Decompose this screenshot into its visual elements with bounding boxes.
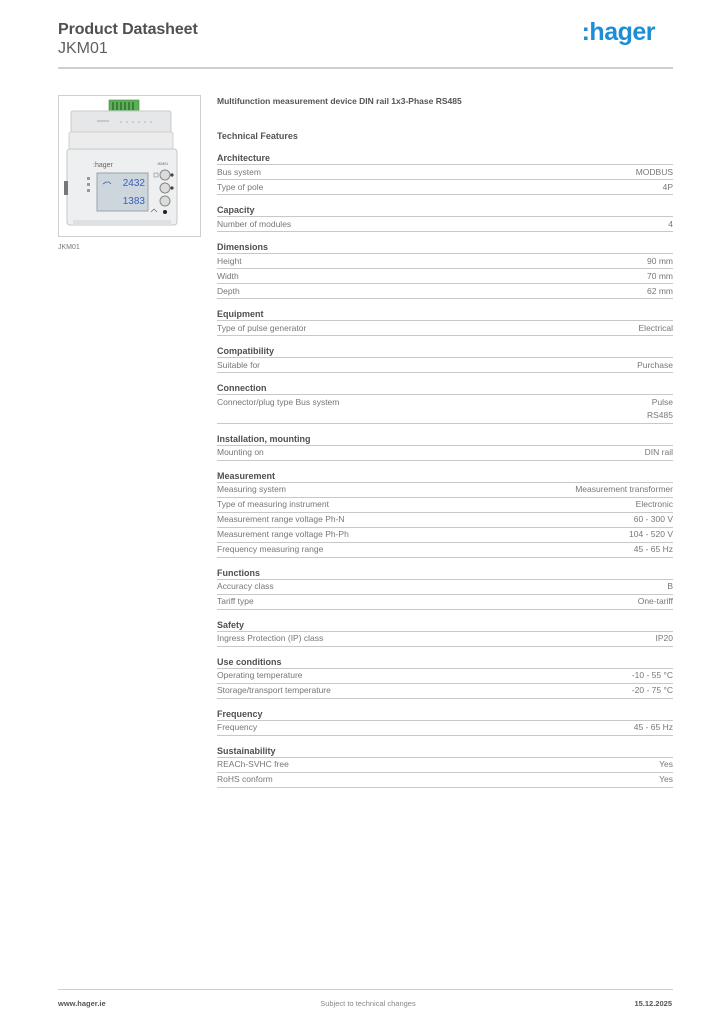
spec-row (217, 358, 673, 373)
spec-row (217, 513, 673, 528)
spec-row (217, 758, 673, 773)
product-code: JKM01 (58, 40, 108, 57)
spec-row (217, 269, 673, 284)
spec-label: REACh-SVHC free (217, 759, 289, 769)
product-image-caption: JKM01 (58, 244, 80, 251)
spec-label: Bus system (217, 166, 261, 177)
section-sustainability (217, 744, 673, 788)
page-title: Product Datasheet (58, 21, 198, 38)
footer-website-link[interactable]: www.hager.ie (58, 999, 106, 1008)
section-title: Dimensions (217, 240, 673, 254)
header-divider (58, 67, 673, 69)
spec-row (217, 632, 673, 647)
spec-value: 62 mm (647, 285, 673, 296)
svg-text:JKM01: JKM01 (157, 162, 169, 166)
spec-row (217, 580, 673, 595)
svg-text:1383: 1383 (122, 196, 145, 207)
spec-row (217, 165, 673, 180)
section-safety (217, 618, 673, 647)
spec-value: 4 (668, 218, 673, 229)
spec-label: Height (217, 255, 242, 266)
section-title: Functions (217, 566, 673, 580)
hager-logo: :hager (581, 18, 655, 46)
section-title: Architecture (217, 151, 673, 165)
spec-row (217, 180, 673, 195)
spec-label: Ingress Protection (IP) class (217, 633, 324, 643)
spec-value (647, 396, 673, 423)
section-functions (217, 566, 673, 610)
section-title: Compatibility (217, 344, 673, 358)
footer-divider (58, 989, 673, 990)
spec-label: Type of pulse generator (217, 322, 307, 333)
spec-label: Width (217, 270, 239, 281)
spec-label: Storage/transport temperature (217, 685, 331, 695)
section-connection (217, 381, 673, 424)
section-title: Equipment (217, 307, 673, 321)
technical-features-list (217, 151, 673, 788)
spec-label: RoHS conform (217, 774, 273, 784)
spec-value-line: RS485 (647, 410, 673, 420)
spec-row (217, 669, 673, 684)
product-image (58, 95, 201, 237)
technical-features-heading: Technical Features (217, 131, 298, 141)
section-use-conditions (217, 655, 673, 699)
spec-value: B (667, 581, 673, 591)
section-title: Installation, mounting (217, 432, 673, 446)
spec-row (217, 684, 673, 699)
spec-label: Measurement range voltage Ph-N (217, 514, 345, 524)
spec-value: -10 - 55 °C (631, 670, 673, 680)
spec-value: 104 - 520 V (629, 529, 673, 539)
spec-label: Frequency measuring range (217, 544, 324, 554)
spec-value: 90 mm (647, 255, 673, 266)
spec-row (217, 595, 673, 610)
spec-label: Measuring system (217, 484, 286, 494)
spec-row (217, 543, 673, 558)
section-measurement (217, 469, 673, 558)
section-title: Safety (217, 618, 673, 632)
spec-row (217, 284, 673, 299)
spec-value-line: Pulse (651, 396, 673, 407)
spec-row (217, 721, 673, 736)
svg-text::hager: :hager (93, 162, 113, 169)
spec-row (217, 395, 673, 424)
spec-row (217, 321, 673, 336)
spec-value: -20 - 75 °C (631, 685, 673, 695)
section-capacity (217, 203, 673, 232)
spec-label: Measurement range voltage Ph-Ph (217, 529, 349, 539)
spec-row (217, 217, 673, 232)
spec-label: Type of measuring instrument (217, 499, 329, 509)
spec-value: Measurement transformer (575, 484, 673, 494)
page-header (58, 20, 673, 70)
section-title: Use conditions (217, 655, 673, 669)
section-architecture (217, 151, 673, 195)
section-title: Measurement (217, 469, 673, 483)
spec-value: 70 mm (647, 270, 673, 281)
spec-label: Mounting on (217, 447, 264, 457)
spec-value: Yes (659, 759, 673, 769)
spec-value: One-tariff (637, 596, 673, 606)
spec-row (217, 254, 673, 269)
spec-value: 45 - 65 Hz (633, 722, 673, 732)
section-frequency (217, 707, 673, 736)
spec-label: Operating temperature (217, 670, 303, 680)
spec-value: 45 - 65 Hz (633, 544, 673, 554)
spec-label: Number of modules (217, 218, 292, 229)
device-illustration-icon (59, 96, 200, 236)
product-details (217, 96, 673, 796)
spec-value: IP20 (655, 633, 673, 643)
section-title: Capacity (217, 203, 673, 217)
section-compatibility (217, 344, 673, 373)
svg-text:2432: 2432 (122, 178, 145, 189)
section-title: Frequency (217, 707, 673, 721)
spec-label: Depth (217, 285, 240, 296)
spec-label: Frequency (217, 722, 258, 732)
spec-value: 60 - 300 V (633, 514, 673, 524)
section-title: Connection (217, 381, 673, 395)
spec-label: Accuracy class (217, 581, 274, 591)
section-dimensions (217, 240, 673, 299)
spec-value: Electrical (638, 322, 673, 333)
section-title: Sustainability (217, 744, 673, 758)
spec-value: 4P (662, 181, 673, 192)
spec-label: Tariff type (217, 596, 254, 606)
footer-notice: Subject to technical changes (320, 999, 416, 1008)
spec-row (217, 483, 673, 498)
spec-label: Type of pole (217, 181, 264, 192)
section-installation-mounting (217, 432, 673, 461)
spec-row (217, 446, 673, 461)
spec-value: Purchase (637, 359, 673, 370)
product-description: Multifunction measurement device DIN rail 1x3-Phase RS485 (217, 96, 462, 106)
spec-value: Yes (659, 774, 673, 784)
spec-value: MODBUS (635, 166, 673, 177)
spec-row (217, 528, 673, 543)
section-equipment (217, 307, 673, 336)
spec-value: DIN rail (644, 447, 673, 457)
spec-row (217, 773, 673, 788)
spec-value: Electronic (635, 499, 673, 509)
footer-date: 15.12.2025 (634, 999, 672, 1008)
spec-label: Suitable for (217, 359, 260, 370)
spec-row (217, 498, 673, 513)
spec-label: Connector/plug type Bus system (217, 396, 340, 407)
